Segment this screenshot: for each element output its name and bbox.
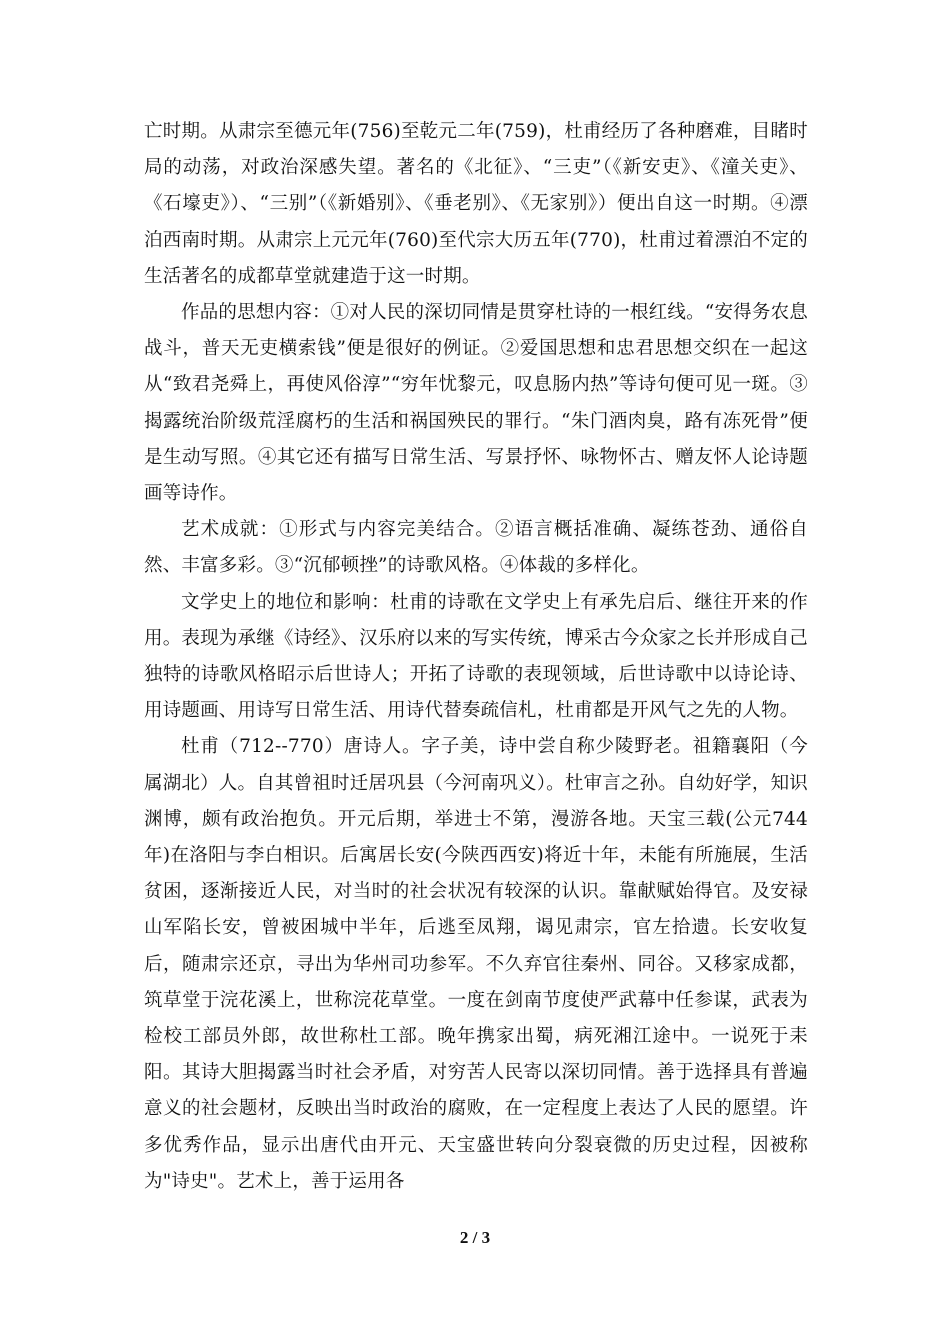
page-number: 2 / 3	[459, 1228, 491, 1247]
paragraph-thought-content: 作品的思想内容：①对人民的深切同情是贯穿杜诗的一根红线。“安得务农息战斗，普天无吏横索钱”便是很好的例证。②爱国思想和忠君思想交织在一起这从“致君尧舜上，再使风俗淳”“穷年忧黎元，叹息肠内热”等诗句便可见一斑。③揭露统治阶级荒淫腐朽的生活和祸国殃民的罪行。“朱门酒肉臭，路有冻死骨”便是生动写照。④其它还有描写日常生活、写景抒怀、咏物怀古、赠友怀人论诗题画等诗作。	[144, 302, 808, 505]
paragraph-du-fu-biography: 杜甫（712--770）唐诗人。字子美，诗中尝自称少陵野老。祖籍襄阳（今属湖北）人。自其曾祖时迁居巩县（今河南巩义）。杜审言之孙。自幼好学，知识渊博，颇有政治抱负。开元后期，举进士不第，漫游各地。天宝三载(公元744年)在洛阳与李白相识。后寓居长安(今陕西西安)将近十年，未能有所施展，生活贫困，逐渐接近人民，对当时的社会状况有较深的认识。靠献赋始得官。及安禄山军陷长安，曾被困城中半年，后逃至凤翔，谒见肃宗，官左拾遗。长安收复后，随肃宗还京，寻出为华州司功参军。不久弃官往秦州、同谷。又移家成都，筑草堂于浣花溪上，世称浣花草堂。一度在剑南节度使严武幕中任参谋，武表为检校工部员外郎，故世称杜工部。晚年携家出蜀，病死湘江途中。一说死于耒阳。其诗大胆揭露当时社会矛盾，对穷苦人民寄以深切同情。善于选择具有普遍意义的社会题材，反映出当时政治的腐败，在一定程度上表达了人民的愿望。许多优秀作品，显示出唐代由开元、天宝盛世转向分裂衰微的历史过程，因被称为"诗史"。艺术上，善于运用各	[144, 736, 808, 1192]
paragraph-literary-status: 文学史上的地位和影响：杜甫的诗歌在文学史上有承先启后、继往开来的作用。表现为承继《诗经》、汉乐府以来的写实传统，博采古今众家之长并形成自己独特的诗歌风格昭示后世诗人；开拓了诗歌的表现领域，后世诗歌中以诗论诗、用诗题画、用诗写日常生活、用诗代替奏疏信札，杜甫都是开风气之先的人物。	[144, 591, 808, 722]
paragraph-artistic-achievement: 艺术成就：①形式与内容完美结合。②语言概括准确、凝练苍劲、通俗自然、丰富多彩。③“沉郁顿挫”的诗歌风格。④体裁的多样化。	[144, 519, 808, 577]
document-page	[144, 114, 808, 1200]
paragraph-period-history: 亡时期。从肃宗至德元年(756)至乾元二年(759)，杜甫经历了各种磨难，目睹时局的动荡，对政治深感失望。著名的《北征》、“三吏”（《新安吏》、《潼关吏》、《石壕吏》）、“三别”（《新婚别》、《垂老别》、《无家别》）便出自这一时期。④漂泊西南时期。从肃宗上元元年(760)至代宗大历五年(770)，杜甫过着漂泊不定的生活著名的成都草堂就建造于这一时期。	[144, 121, 808, 287]
